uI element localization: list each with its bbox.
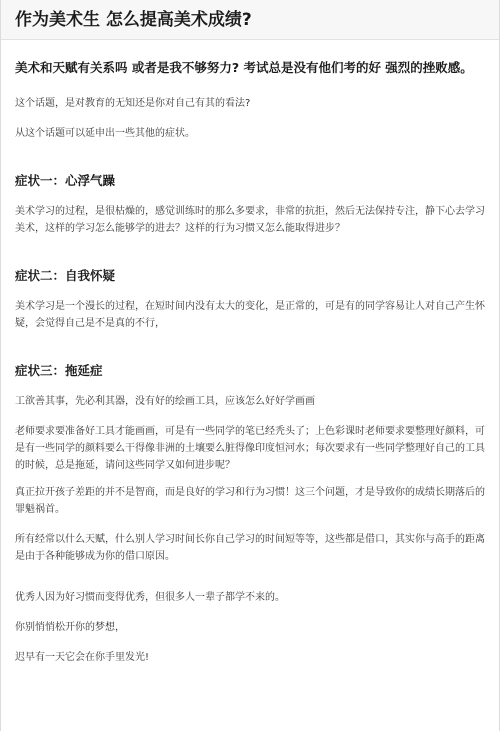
section-heading: 症状三：拖延症 xyxy=(15,363,103,378)
article-title: 作为美术生 怎么提高美术成绩? xyxy=(15,10,252,30)
section-body: 美术学习的过程，是很枯燥的，感觉训练时的那么多要求，非常的抗拒，然后无法保持专注，静下心去学习美术，这样的学习怎么能够学的进去？这样的行为习惯又怎么能取得进步？ xyxy=(15,206,485,234)
section-heading: 症状一：心浮气躁 xyxy=(15,173,116,188)
section-paragraph: 老师要求要准备好工具才能画画，可是有一些同学的笔已经秃头了；上色彩课时老师要求要整理好颜料，可是有一些同学的颜料要么干得像非洲的土壤要么脏得像印度恒河水；每次要求有一些同学整理好自己的工具的时候，总是拖延，请问这些同学又如何进步呢？ xyxy=(15,426,485,471)
intro-paragraph: 从这个话题可以延申出一些其他的症状。 xyxy=(15,128,195,139)
section-heading: 症状二：自我怀疑 xyxy=(15,268,116,283)
closing-paragraph: 所有经常以什么天赋，什么别人学习时间长你自己学习的时间短等等，这些都是借口，其实你与高手的距离是由于各种能够成为你的借口原因。 xyxy=(15,534,485,562)
intro-paragraph: 这个话题，是对教育的无知还是你对自己有其的看法? xyxy=(15,98,251,109)
lead-question: 美术和天赋有关系吗 或者是我不够努力? 考试总是没有他们考的好 强烈的挫败感。 xyxy=(15,60,473,75)
section-body: 美术学习是一个漫长的过程，在短时间内没有太大的变化，是正常的，可是有的同学容易让人对自己产生怀疑，会觉得自己是不是真的不行， xyxy=(15,301,485,329)
closing-paragraph: 真正拉开孩子差距的并不是智商，而是良好的学习和行为习惯！这三个问题，才是导致你的成绩长期落后的罪魁祸首。 xyxy=(15,487,485,515)
section-paragraph: 工欲善其事，先必利其器，没有好的绘画工具，应该怎么好好学画画 xyxy=(15,396,315,407)
title-bar xyxy=(1,0,499,40)
closing-paragraph: 优秀人因为好习惯而变得优秀，但很多人一辈子都学不来的。 xyxy=(15,592,285,603)
closing-paragraph: 迟早有一天它会在你手里发光! xyxy=(15,652,150,663)
closing-paragraph: 你别悄悄松开你的梦想， xyxy=(15,622,125,633)
article-content xyxy=(1,40,499,666)
